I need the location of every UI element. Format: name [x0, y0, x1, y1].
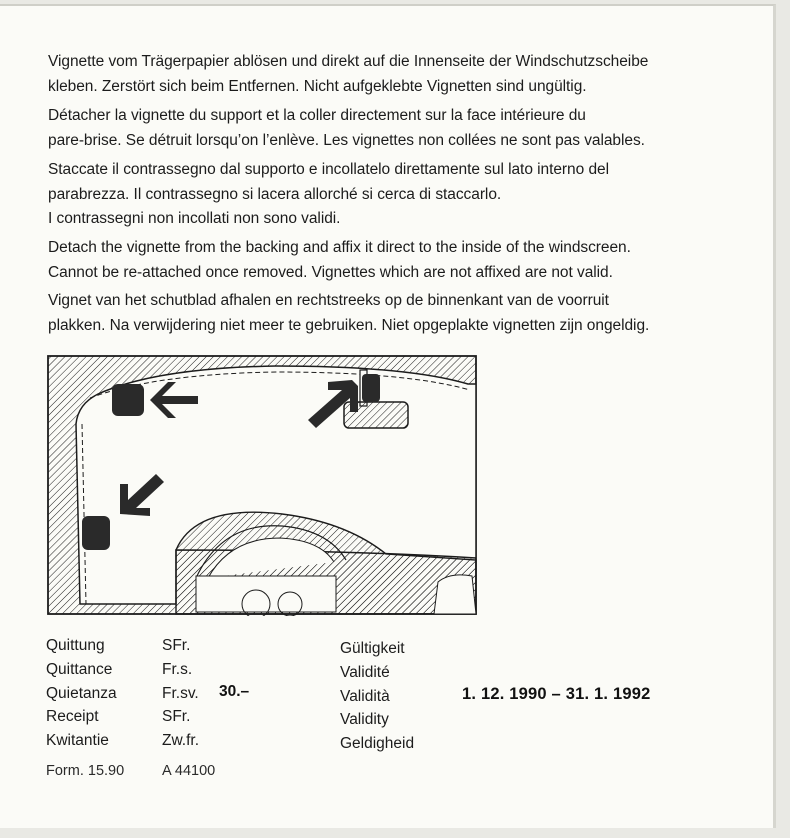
receipt-label: Receipt — [46, 708, 99, 726]
instruction-french — [48, 104, 768, 153]
validity-label: Validità — [340, 687, 390, 705]
instruction-line: Detach the vignette from the backing and affix it direct to the inside of the windscreen. — [48, 239, 631, 256]
instruction-english — [48, 236, 768, 285]
side-vent — [434, 575, 476, 614]
windscreen-placement-diagram-icon — [46, 354, 478, 616]
instruction-line: kleben. Zerstört sich beim Entfernen. Nicht aufgeklebte Vignetten sind ungültig. — [48, 77, 587, 95]
validity-label: Geldigheid — [340, 735, 415, 753]
instruction-dutch — [48, 289, 768, 338]
validity-date-range: 1. 12. 1990 – 31. 1. 1992 — [462, 685, 651, 703]
instruction-line: Détacher la vignette du support et la coller directement sur la face intérieure du — [48, 107, 586, 124]
receipt-label: Kwitantie — [46, 732, 109, 750]
currency-label: Fr.sv. — [162, 684, 199, 702]
validity-label: Gültigkeit — [340, 640, 405, 657]
validity-label: Validity — [340, 711, 389, 729]
validity-labels — [340, 637, 414, 756]
instruction-italian — [48, 158, 768, 232]
form-number: Form. 15.90 — [46, 763, 125, 779]
vignette-spot-bottom-left — [82, 516, 110, 550]
validity-label: Validité — [340, 663, 390, 681]
vignette-backing-card — [0, 4, 776, 828]
receipt-label: Quittance — [46, 660, 113, 678]
instruction-line: Cannot be re-attached once removed. Vignettes which are not affixed are not valid. — [48, 263, 613, 281]
instruction-line: I contrassegni non incollati non sono validi. — [48, 210, 341, 227]
instruction-line: Vignette vom Trägerpapier ablösen und direkt auf die Innenseite der Windschutzscheibe — [48, 53, 649, 70]
currency-label: SFr. — [162, 637, 191, 654]
instruction-line: Vignet van het schutblad afhalen en rechtstreeks op de binnenkant van de voorruit — [48, 292, 609, 309]
receipt-labels — [46, 634, 117, 753]
instruction-line: plakken. Na verwijdering niet meer te gebruiken. Niet opgeplakte vignetten zijn ongeldig. — [48, 316, 650, 334]
instruction-line: pare-brise. Se détruit lorsqu’on l’enlève. Les vignettes non collées ne sont pas valables. — [48, 131, 645, 149]
vignette-spot-left — [112, 384, 144, 416]
price-amount: 30.– — [219, 683, 250, 700]
currency-label: Zw.fr. — [162, 732, 200, 750]
receipt-label: Quittung — [46, 637, 105, 654]
serial-number: A 44100 — [162, 763, 216, 779]
receipt-label: Quietanza — [46, 684, 117, 702]
instruction-german — [48, 50, 768, 99]
currency-labels — [162, 634, 199, 753]
currency-label: Fr.s. — [162, 660, 193, 678]
vignette-spot-mirror — [362, 374, 380, 402]
currency-label: SFr. — [162, 708, 191, 726]
instruction-line: parabrezza. Il contrassegno si lacera allorché si cerca di staccarlo. — [48, 185, 502, 203]
instruction-line: Staccate il contrassegno dal supporto e incollatelo direttamente sul lato interno del — [48, 161, 609, 178]
